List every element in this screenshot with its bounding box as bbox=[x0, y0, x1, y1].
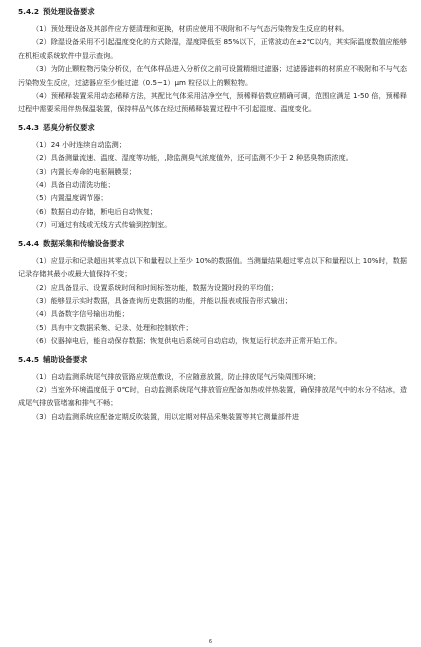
paragraph: （3）为防止颗粒物污染分析仪，在气体样品进入分析仪之前可设置精细过滤器；过滤器滤料的材质应不吸附和不与气态污染物发生反应，过滤器应至少能过滤（0.5~1）μm 粒径以上的颗粒物。 bbox=[18, 64, 407, 87]
paragraph: （3）自动监测系统应配备定期反吹装置，用以定期对样品采集装置等其它测量部件进 bbox=[32, 411, 299, 421]
section-title: 恶臭分析仪要求 bbox=[43, 122, 95, 132]
section-number: 5.4.3 bbox=[18, 122, 40, 132]
paragraph: （3）能够显示实时数据，具备查询历史数据的功能，并能以报表或报告形式输出； bbox=[32, 295, 292, 305]
section-heading bbox=[18, 354, 407, 365]
page-number: 6 bbox=[208, 639, 213, 645]
section-heading bbox=[18, 122, 407, 133]
paragraph: （6）仪器掉电后，能自动保存数据；恢复供电后系统可自动启动，恢复运行状态并正常开始工作。 bbox=[32, 336, 342, 346]
paragraph: （1）应显示和记录超出其零点以下和量程以上至少 10%的数据值。当测量结果超过零点以下和量程以上 10%时，数据记录存储其最小或最大值保持不变； bbox=[18, 255, 407, 279]
section-auxiliary-equipment bbox=[18, 354, 407, 424]
section-data-acquisition bbox=[18, 238, 407, 348]
paragraph: （2）除湿设备采用不引起温度变化的方式除湿，湿度降低至 85%以下，正常波动在±2℃以内，其实际温度数值应能够在机柜或系统软件中显示查询。 bbox=[18, 37, 407, 60]
section-heading bbox=[18, 238, 407, 249]
section-title: 数据采集和传输设备要求 bbox=[43, 238, 125, 248]
section-title: 预处理设备要求 bbox=[43, 7, 95, 16]
paragraph: （4）预稀释装置采用动态稀释方法，其配比气体采用洁净空气，预稀释倍数应精确可调，范围应满足 1-50 倍，预稀释过程中需要采用伴热保温装置，保持样品气体在经过预稀释装置过程中不引起湿度、温度变化。 bbox=[18, 91, 407, 114]
paragraph: （1）预处理设备及其部件应方便清理和更换，材质应使用不吸附和不与气态污染物发生反应的材料。 bbox=[32, 24, 349, 33]
section-number: 5.4.4 bbox=[18, 238, 40, 248]
paragraph: （4）具备自动清洗功能； bbox=[32, 180, 115, 190]
paragraph: （5）具有中文数据采集、记录、处理和控制软件； bbox=[32, 322, 193, 332]
paragraph: （2）当室外环境温度低于 0℃时，自动监测系统尾气排放管应配备加热或伴热装置，确保排放尾气中的水分不结冰，造成尾气排放管堵塞和排气不畅； bbox=[18, 384, 407, 408]
paragraph: （1）24 小时连续自动监测； bbox=[32, 139, 126, 149]
paragraph: （4）具备数字信号输出功能； bbox=[32, 309, 129, 319]
paragraph: （5）内置温度调节器； bbox=[32, 193, 108, 203]
section-title: 辅助设备要求 bbox=[43, 354, 88, 364]
paragraph: （7）可通过有线或无线方式传输到控制室。 bbox=[32, 220, 172, 230]
section-odor-analyzer bbox=[18, 122, 407, 232]
section-preprocessing bbox=[18, 6, 407, 116]
paragraph: （2）应具备显示、设置系统时间和时间标签功能，数据为设置时段的平均值； bbox=[32, 282, 278, 292]
paragraph: （2）具备测量流速、温度、湿度等功能，,除监测臭气浓度值外，还可监测不少于 2 种恶臭物质浓度。 bbox=[32, 153, 353, 163]
paragraph: （1）自动监测系统尾气排放管路应规范敷设，不应随意放置，防止排放尾气污染周围环境； bbox=[32, 371, 321, 381]
paragraph: （6）数据自动存储，断电后自动恢复； bbox=[32, 206, 158, 216]
section-number: 5.4.2 bbox=[18, 7, 40, 16]
paragraph: （3）内置长寿命的电驱隔膜泵； bbox=[32, 166, 136, 176]
section-number: 5.4.5 bbox=[18, 354, 40, 364]
section-heading bbox=[18, 6, 407, 17]
